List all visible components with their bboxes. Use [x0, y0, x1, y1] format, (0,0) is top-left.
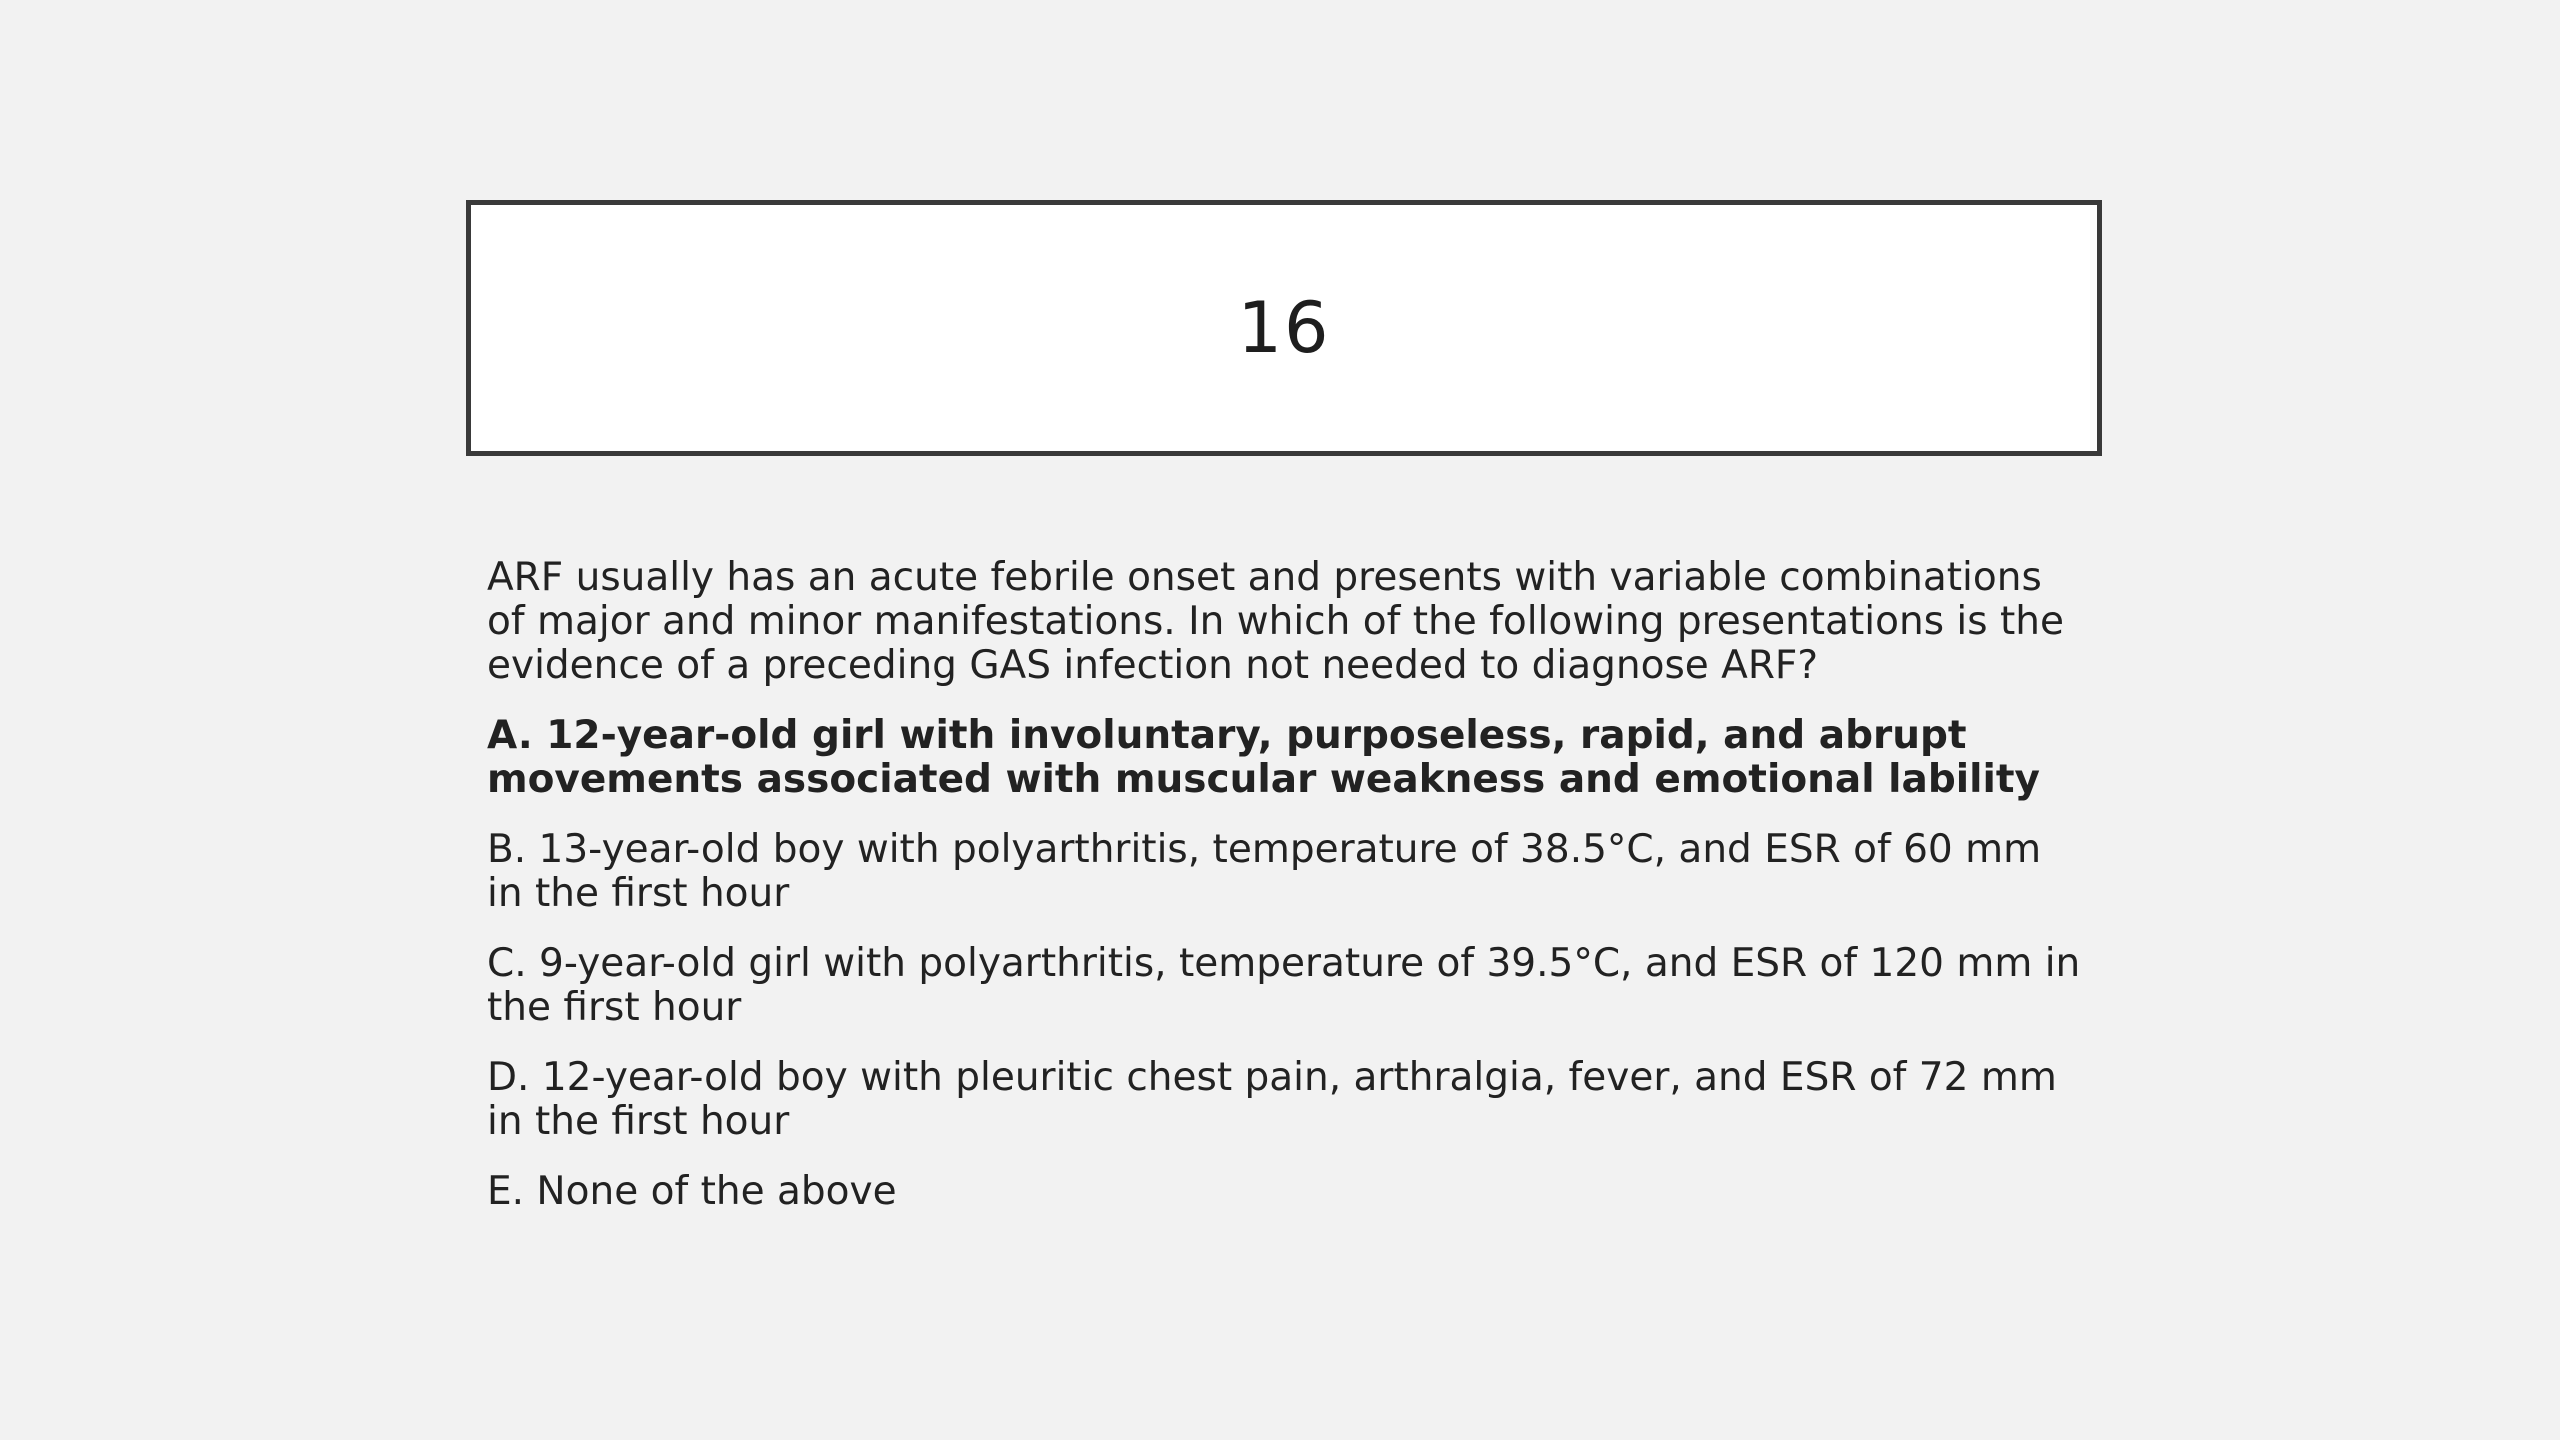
question-text: ARF usually has an acute febrile onset and presents with variable combinations of major and minor manifestations. In which of the following presentations is the evidence of a preceding GAS infection not needed to diagnose ARF? [487, 555, 2064, 688]
option-a: A. 12-year-old girl with involuntary, purposeless, rapid, and abrupt movements associated with muscular weakness and emotional lability [487, 713, 2040, 802]
option-d: D. 12-year-old boy with pleuritic chest pain, arthralgia, fever, and ESR of 72 mm in the first hour [487, 1055, 2057, 1144]
slide-title: 16 [1237, 287, 1331, 369]
option-c: C. 9-year-old girl with polyarthritis, temperature of 39.5°C, and ESR of 120 mm in the first hour [487, 941, 2081, 1030]
title-box [466, 200, 2102, 456]
option-b: B. 13-year-old boy with polyarthritis, temperature of 38.5°C, and ESR of 60 mm in the first hour [487, 827, 2042, 916]
slide-content [487, 556, 2087, 1240]
option-e: E. None of the above [487, 1169, 897, 1214]
